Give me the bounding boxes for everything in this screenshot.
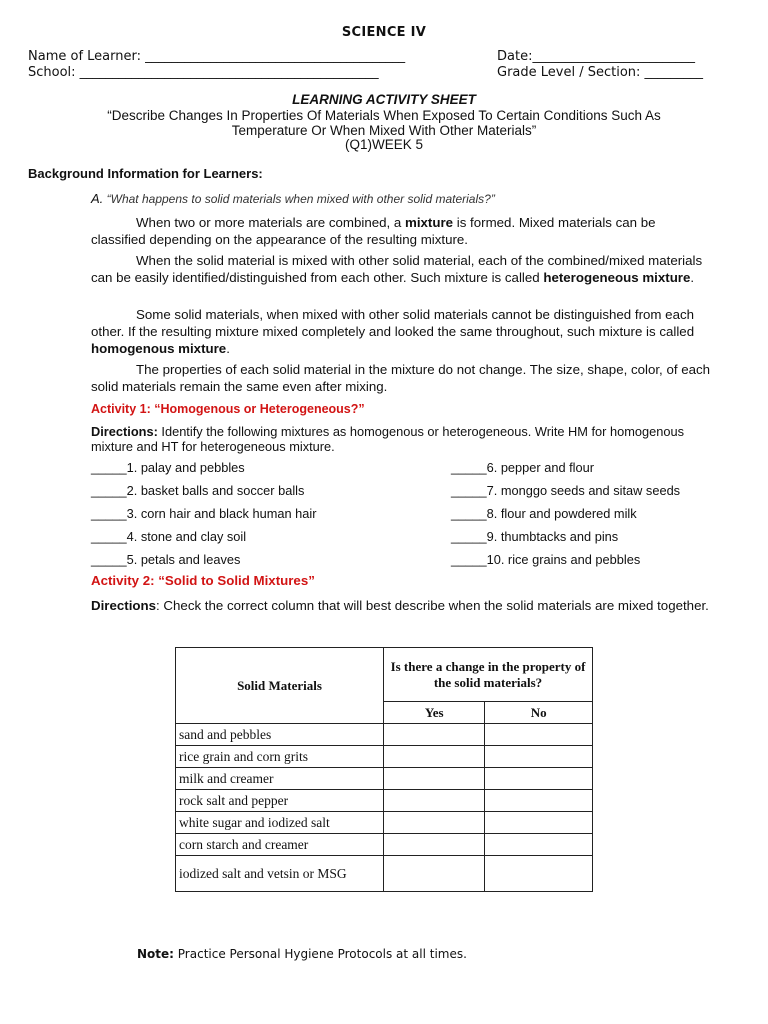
yes-check-cell[interactable] [384, 724, 485, 746]
yes-check-cell[interactable] [384, 790, 485, 812]
list-item: _____2. basket balls and soccer balls [91, 483, 305, 498]
table-row [176, 768, 593, 790]
grade-section-field: Grade Level / Section: _________ [497, 65, 704, 80]
paragraph-homogenous: Some solid materials, when mixed with other solid materials cannot be distinguished from each other. If the resulting mixture mixed completely and looked the same throughout, such mixture is called homogenous mixture. [91, 307, 695, 356]
activity-2-directions: Directions: Check the correct column that will best describe when the solid materials are mixed together. [91, 598, 709, 613]
term-heterogeneous-mixture: heterogeneous mixture [543, 270, 691, 285]
material-cell: corn starch and creamer [176, 834, 384, 856]
paragraph-mixture: When two or more materials are combined, a mixture is formed. Mixed materials can be classified depending on the appearance of the resulting mixture. [91, 215, 656, 247]
column-header-no: No [485, 702, 593, 724]
guide-question [91, 191, 495, 206]
no-check-cell[interactable] [485, 724, 593, 746]
no-check-cell[interactable] [485, 834, 593, 856]
hygiene-note [137, 947, 467, 961]
list-item: _____7. monggo seeds and sitaw seeds [451, 483, 681, 498]
table-row [176, 724, 593, 746]
column-header-yes: Yes [384, 702, 485, 724]
name-of-learner-field: Name of Learner: ________________________________________ [28, 49, 406, 64]
column-header-change: Is there a change in the property of the solid materials? [384, 648, 593, 702]
topic-statement [0, 108, 768, 138]
material-cell: milk and creamer [176, 768, 384, 790]
yes-check-cell[interactable] [384, 746, 485, 768]
subject-title: SCIENCE IV [341, 25, 427, 40]
week-label: (Q1)WEEK 5 [344, 137, 423, 152]
date-field: Date:_________________________ [497, 49, 695, 64]
yes-check-cell[interactable] [384, 768, 485, 790]
no-check-cell[interactable] [485, 768, 593, 790]
material-cell: white sugar and iodized salt [176, 812, 384, 834]
yes-check-cell[interactable] [384, 856, 485, 892]
background-heading: Background Information for Learners: [28, 166, 263, 181]
column-header-materials: Solid Materials [176, 648, 384, 724]
table-row [176, 856, 593, 892]
material-cell: rice grain and corn grits [176, 746, 384, 768]
list-item: _____8. flour and powdered milk [451, 506, 637, 521]
directions-label: Directions [91, 598, 157, 613]
no-check-cell[interactable] [485, 812, 593, 834]
school-field: School: ______________________________________________ [28, 65, 379, 80]
list-item: _____1. palay and pebbles [91, 460, 245, 475]
note-text: Practice Personal Hygiene Protocols at all times. [173, 947, 467, 961]
activity-1-title: Activity 1: “Homogenous or Heterogeneous?” [91, 402, 365, 416]
sheet-heading: LEARNING ACTIVITY SHEET [292, 92, 476, 107]
guide-question-letter: A. [91, 191, 104, 206]
paragraph-properties: The properties of each solid material in the mixture do not change. The size, shape, color, of each solid materials remain the same even after mixing. [91, 362, 711, 394]
list-item: _____10. rice grains and pebbles [451, 552, 641, 567]
list-item: _____9. thumbtacks and pins [451, 529, 619, 544]
topic-line-1: “Describe Changes In Properties Of Materials When Exposed To Certain Conditions Such As [107, 108, 661, 123]
no-check-cell[interactable] [485, 746, 593, 768]
material-cell: sand and pebbles [176, 724, 384, 746]
activity-1-directions: Directions: Identify the following mixtures as homogenous or heterogeneous. Write HM for homogenous mixture and HT for heterogeneous mixture. [91, 424, 684, 454]
guide-question-text: “What happens to solid materials when mixed with other solid materials?” [106, 192, 495, 206]
material-cell: rock salt and pepper [176, 790, 384, 812]
paragraph-heterogeneous: When the solid material is mixed with other solid material, each of the combined/mixed materials can be easily identified/distinguished from each other. Such mixture is called heterogeneous mixture. [91, 253, 703, 285]
activity-2-title: Activity 2: “Solid to Solid Mixtures” [91, 573, 315, 588]
solid-mixtures-table [175, 647, 593, 892]
no-check-cell[interactable] [485, 790, 593, 812]
list-item: _____5. petals and leaves [91, 552, 241, 567]
list-item: _____4. stone and clay soil [91, 529, 247, 544]
table-row [176, 790, 593, 812]
no-check-cell[interactable] [485, 856, 593, 892]
table-row [176, 834, 593, 856]
topic-line-2: Temperature Or When Mixed With Other Materials” [231, 123, 537, 138]
directions-label: Directions: [91, 424, 158, 439]
list-item: _____3. corn hair and black human hair [91, 506, 317, 521]
term-homogenous-mixture: homogenous mixture [91, 341, 227, 356]
yes-check-cell[interactable] [384, 834, 485, 856]
table-row [176, 812, 593, 834]
term-mixture: mixture [405, 215, 454, 230]
table-row [176, 746, 593, 768]
material-cell: iodized salt and vetsin or MSG [176, 856, 384, 892]
note-label: Note: [137, 947, 174, 961]
yes-check-cell[interactable] [384, 812, 485, 834]
list-item: _____6. pepper and flour [451, 460, 595, 475]
